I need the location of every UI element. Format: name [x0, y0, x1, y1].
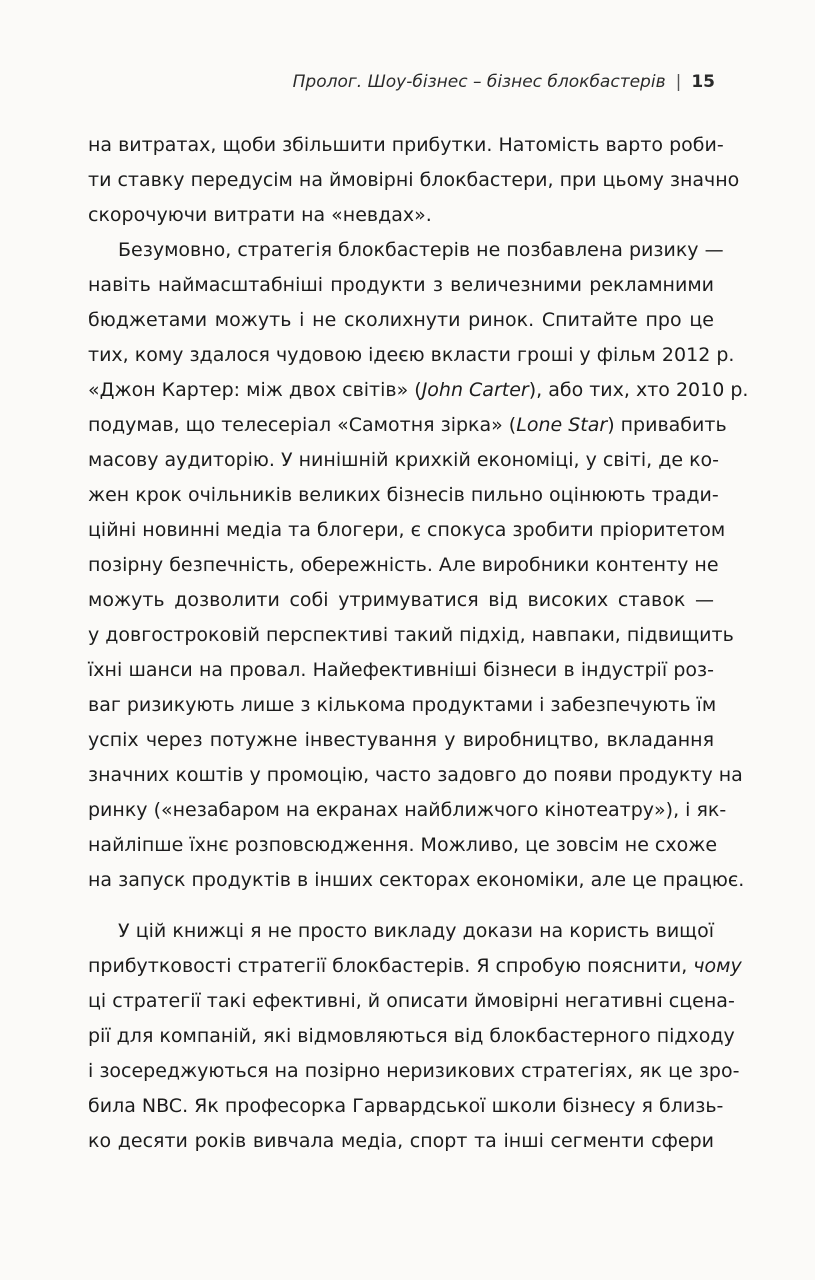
text-line: масову аудиторію. У нинішній крихкій економіці, у світі, де ко-: [88, 449, 720, 471]
page-number: 15: [691, 72, 715, 92]
text-line: і зосереджуються на позірно неризикових стратегіях, як це зро-: [88, 1060, 740, 1082]
text-line: била NBC. Як професорка Гарвардської школи бізнесу я близь-: [88, 1095, 724, 1117]
text-line: У цій книжці я не просто викладу докази на користь вищої: [118, 920, 714, 942]
text-line: ринку («незабаром на екранах найближчого кінотеатру»), і як-: [88, 799, 727, 821]
text-line: ко десяти років вивчала медіа, спорт та інші сегменти сфери: [88, 1130, 714, 1152]
text-line: жен крок очільників великих бізнесів пильно оцінюють тради-: [88, 484, 719, 506]
paragraph-3: [88, 914, 742, 1159]
text-line: на запуск продуктів в інших секторах економіки, але це працює.: [88, 869, 745, 891]
text-line: ці стратегії такі ефективні, й описати ймовірні негативні сцена-: [88, 990, 735, 1012]
paragraph-1: [88, 128, 740, 233]
text-line: тих, кому здалося чудовою ідеєю вкласти гроші у фільм 2012 р.: [88, 344, 735, 366]
header-separator: |: [675, 72, 682, 92]
text-line: рії для компаній, які відмовляються від блокбастерного підходу: [88, 1025, 735, 1047]
text-line: «Джон Картер: між двох світів» (John Carter), або тих, хто 2010 р.: [88, 379, 749, 401]
text-line: скорочуючи витрати на «невдах».: [88, 204, 432, 226]
text-line: значних коштів у промоцію, часто задовго до появи продукту на: [88, 764, 743, 786]
text-line: успіх через потужне інвестування у виробництво, вкладання: [88, 729, 714, 751]
text-line: подумав, що телесеріал «Самотня зірка» (Lone Star) привабить: [88, 414, 727, 436]
text-line: ваг ризикують лише з кількома продуктами і забезпечують їм: [88, 694, 717, 716]
text-line: ційні новинні медіа та блогери, є спокуса зробити пріоритетом: [88, 519, 726, 541]
text-line: бюджетами можуть і не сколихнути ринок. Спитайте про це: [88, 309, 714, 331]
text-line: Безумовно, стратегія блокбастерів не позбавлена ризику —: [118, 239, 724, 261]
running-header: [293, 72, 715, 92]
text-line: навіть наймасштабніші продукти з величезними рекламними: [88, 274, 714, 296]
text-line: можуть дозволити собі утримуватися від високих ставок —: [88, 589, 714, 611]
text-line: прибутковості стратегії блокбастерів. Я спробую пояснити, чому: [88, 955, 742, 977]
text-line: у довгостроковій перспективі такий підхід, навпаки, підвищить: [88, 624, 734, 646]
text-line: найліпше їхнє розповсюдження. Можливо, це зовсім не схоже: [88, 834, 718, 856]
paragraph-2: [88, 233, 749, 898]
running-title: Пролог. Шоу-бізнес – бізнес блокбастерів: [292, 72, 666, 92]
text-line: позірну безпечність, обережність. Але виробники контенту не: [88, 554, 719, 576]
text-line: їхні шанси на провал. Найефективніші бізнеси в індустрії роз-: [88, 659, 714, 681]
text-line: на витратах, щоби збільшити прибутки. Натомість варто роби-: [88, 134, 724, 156]
text-line: ти ставку передусім на ймовірні блокбастери, при цьому значно: [88, 169, 740, 191]
